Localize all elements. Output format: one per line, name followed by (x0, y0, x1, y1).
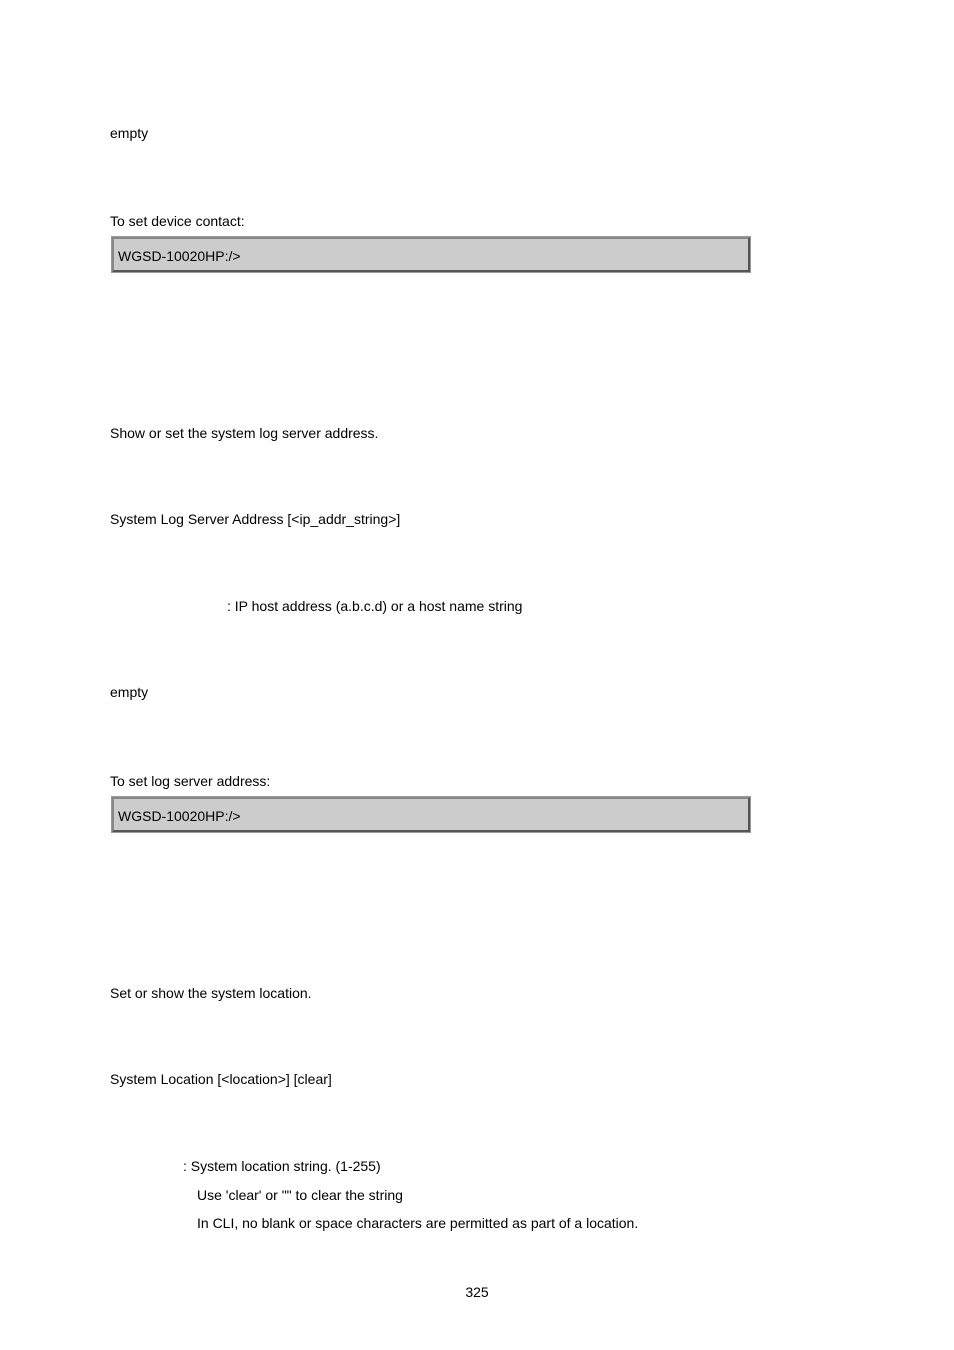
location-syntax: System Location [<location>] [clear] (110, 1071, 332, 1087)
location-parameter-note-clear: Use 'clear' or "" to clear the string (197, 1187, 403, 1203)
log-server-example-heading: To set log server address: (110, 773, 271, 789)
location-description: Set or show the system location. (110, 985, 312, 1001)
location-parameter-note-no-spaces: In CLI, no blank or space characters are permitted as part of a location. (197, 1215, 639, 1231)
page-number: 325 (465, 1284, 489, 1300)
log-server-command-prompt: WGSD-10020HP:/> (118, 808, 241, 824)
log-server-command-box (112, 797, 750, 832)
contact-example-heading: To set device contact: (110, 213, 245, 229)
log-server-syntax: System Log Server Address [<ip_addr_string>] (110, 511, 401, 527)
contact-command-box (112, 237, 750, 272)
log-server-description: Show or set the system log server address. (110, 425, 379, 441)
contact-command-prompt: WGSD-10020HP:/> (118, 248, 241, 264)
log-server-parameter-desc: : IP host address (a.b.c.d) or a host name string (227, 598, 523, 614)
log-server-default-value: empty (110, 684, 149, 700)
contact-default-value: empty (110, 125, 149, 141)
location-parameter-desc: : System location string. (1-255) (183, 1158, 381, 1174)
